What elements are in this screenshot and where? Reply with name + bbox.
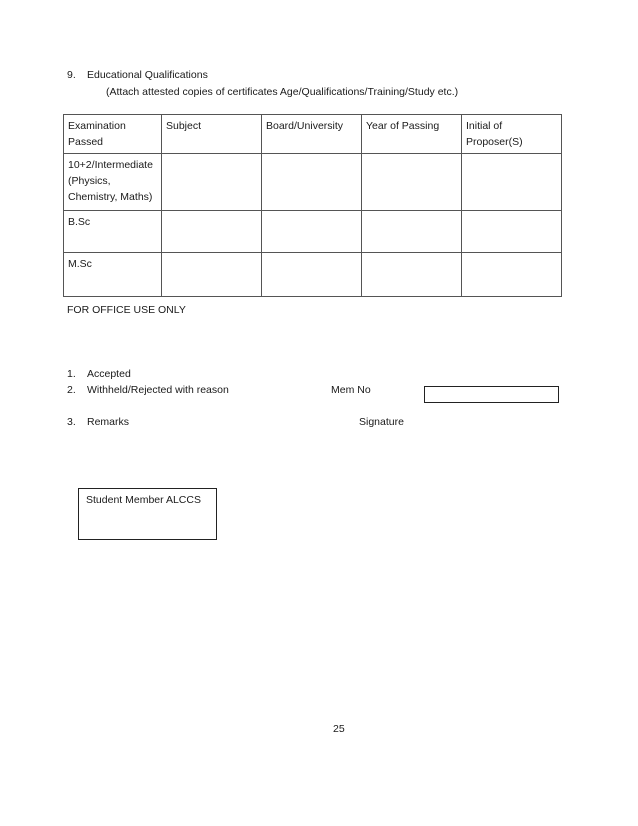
row-board-cell[interactable] [262, 253, 362, 297]
student-member-label: Student Member ALCCS [86, 494, 201, 506]
row-year-cell[interactable] [362, 154, 462, 211]
row-exam-cell: M.Sc [64, 253, 162, 297]
page-number: 25 [333, 723, 345, 735]
header-examination-passed: Examination Passed [64, 115, 162, 154]
row-exam-cell: B.Sc [64, 211, 162, 253]
header-board-university: Board/University [262, 115, 362, 154]
table-row [64, 154, 562, 211]
student-member-box [78, 488, 217, 540]
table-row [64, 211, 562, 253]
row-board-cell[interactable] [262, 211, 362, 253]
row-initial-cell[interactable] [462, 211, 562, 253]
row-subject-cell[interactable] [162, 253, 262, 297]
row-subject-cell[interactable] [162, 211, 262, 253]
office-item-number: 2. [67, 384, 76, 396]
table-row [64, 253, 562, 297]
row-subject-cell[interactable] [162, 154, 262, 211]
row-initial-cell[interactable] [462, 154, 562, 211]
table-header-row [64, 115, 562, 154]
qualifications-table [63, 114, 562, 297]
office-item-number: 3. [67, 416, 76, 428]
section-title: Educational Qualifications [87, 69, 208, 81]
office-item-remarks: Remarks [87, 416, 130, 428]
office-item-accepted: Accepted [87, 368, 131, 380]
mem-no-field[interactable] [424, 386, 559, 403]
header-subject: Subject [162, 115, 262, 154]
signature-label: Signature [359, 416, 404, 428]
office-use-heading: FOR OFFICE USE ONLY [67, 304, 186, 316]
section-note: (Attach attested copies of certificates Age/Qualifications/Training/Study etc.) [106, 86, 459, 98]
row-year-cell[interactable] [362, 211, 462, 253]
row-exam-cell: 10+2/Intermediate (Physics, Chemistry, Maths) [64, 154, 162, 211]
row-year-cell[interactable] [362, 253, 462, 297]
office-item-withheld: Withheld/Rejected with reason [87, 384, 229, 396]
header-year-of-passing: Year of Passing [362, 115, 462, 154]
row-initial-cell[interactable] [462, 253, 562, 297]
section-number: 9. [67, 69, 76, 81]
row-board-cell[interactable] [262, 154, 362, 211]
header-initial-of-proposer: Initial of Proposer(S) [462, 115, 562, 154]
office-item-number: 1. [67, 368, 76, 380]
mem-no-label: Mem No [331, 384, 371, 396]
